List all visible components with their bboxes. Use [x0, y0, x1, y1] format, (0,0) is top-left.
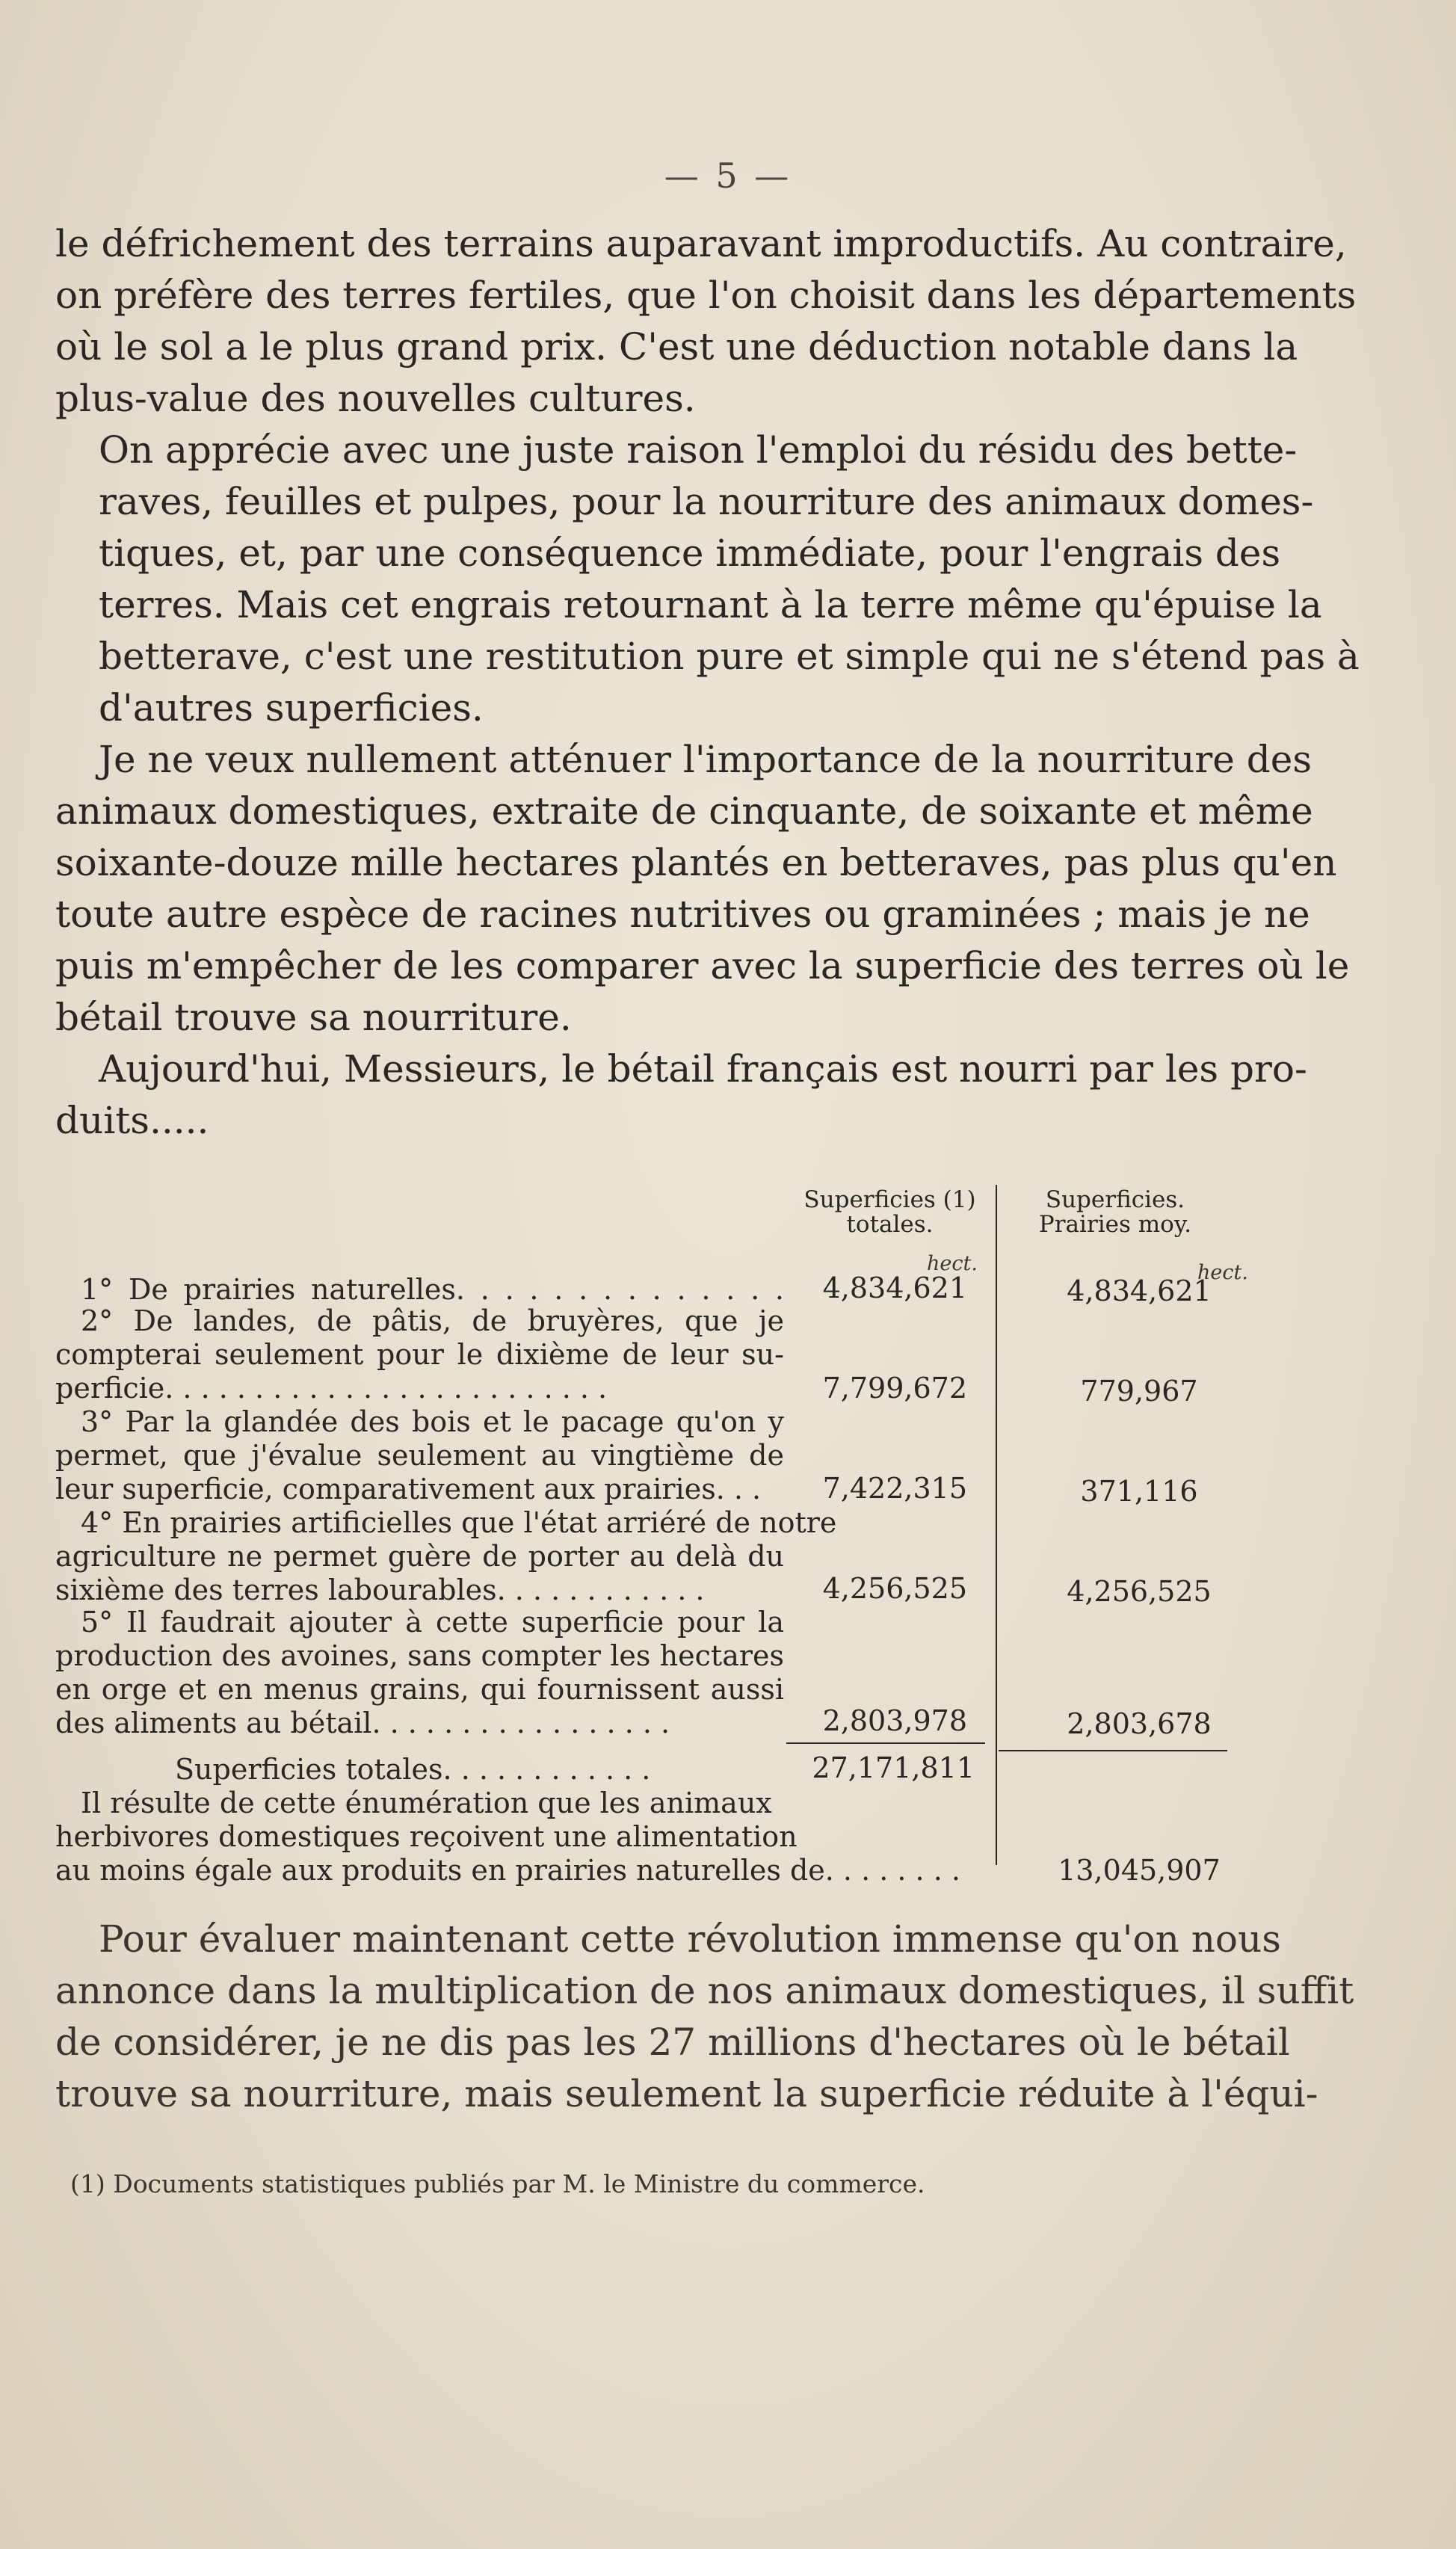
moy-value: 2,803,678 — [1067, 1707, 1212, 1740]
moy-value: 4,256,525 — [1067, 1575, 1212, 1608]
totals-value: 27,171,811 — [812, 1751, 975, 1784]
row-line: Il résulte de cette énumération que les animaux — [81, 1787, 772, 1819]
row-line: herbivores domestiques reçoivent une alimentation — [55, 1820, 798, 1853]
text-line: betterave, c'est une restitution pure et simple qui ne s'étend pas à — [99, 635, 1360, 678]
row-line: leur superficie, comparativement aux prairies. . . — [55, 1473, 762, 1505]
moy-value: 371,116 — [1080, 1475, 1198, 1508]
text-line: tiques, et, par une conséquence immédiate, pour l'engrais des — [99, 531, 1281, 575]
text-line: le défrichement des terrains auparavant improductifs. Au contraire, — [55, 222, 1347, 265]
moy-value: 4,834,621 — [1067, 1274, 1212, 1307]
page-number: — 5 — — [664, 155, 792, 196]
text-line: puis m'empêcher de les comparer avec la superficie des terres où le — [55, 944, 1350, 987]
row-line: 2° De landes, de pâtis, de bruyères, que je — [81, 1304, 784, 1337]
row-line: 5° Il faudrait ajouter à cette superficie pour la — [81, 1606, 784, 1639]
col2-header-line: Superficies. — [1045, 1186, 1185, 1213]
totals-label: Superficies totales. . . . . . . . . . . . — [175, 1753, 651, 1786]
text-line: d'autres superficies. — [99, 686, 484, 730]
paragraph-3 — [55, 734, 1350, 1044]
row-line: compterai seulement pour le dixième de leur su- — [55, 1338, 784, 1371]
table-row — [55, 1506, 837, 1607]
sum-rule — [999, 1750, 1227, 1751]
text-line: de considérer, je ne dis pas les 27 millions d'hectares où le bétail — [55, 2021, 1290, 2064]
total-value: 7,422,315 — [822, 1472, 967, 1505]
col1-header — [784, 1188, 996, 1237]
table-row — [55, 1606, 784, 1740]
paragraph-4 — [55, 1044, 1307, 1147]
col1-header-line: Superficies (1) — [803, 1186, 976, 1213]
row-line: production des avoines, sans compter les hectares — [55, 1639, 784, 1672]
text-line: raves, feuilles et pulpes, pour la nourriture des animaux domes- — [99, 480, 1314, 523]
row-line: sixième des terres labourables. . . . . . . . . . . . — [55, 1574, 705, 1606]
row-line: au moins égale aux produits en prairies naturelles de. . . . . . . . — [55, 1854, 960, 1887]
text-line: Je ne veux nullement atténuer l'importance de la nourriture des — [99, 738, 1312, 781]
table-row — [55, 1405, 784, 1506]
text-line: plus-value des nouvelles cultures. — [55, 377, 696, 420]
footnote: (1) Documents statistiques publiés par M. le Ministre du commerce. — [70, 2169, 925, 2198]
text-line: Pour évaluer maintenant cette révolution immense qu'on nous — [99, 1917, 1281, 1961]
lower-paragraph — [55, 1914, 1354, 2120]
text-line: trouve sa nourriture, mais seulement la superficie réduite à l'équi- — [55, 2072, 1318, 2115]
text-line: Aujourd'hui, Messieurs, le bétail français est nourri par les pro- — [99, 1047, 1307, 1091]
row-line: 1° De prairies naturelles. . . . . . . . . . . . . . — [81, 1273, 784, 1306]
row-line: permet, que j'évalue seulement au vingtième de — [55, 1439, 784, 1472]
text-line: bétail trouve sa nourriture. — [55, 996, 572, 1039]
column-separator — [996, 1185, 997, 1865]
paragraph-2 — [55, 425, 1360, 734]
row-line: perficie. . . . . . . . . . . . . . . . . . . . . . . . . — [55, 1372, 608, 1405]
col1-header-line: totales. — [846, 1211, 934, 1238]
statistics-table — [55, 1185, 1248, 1891]
unit-label: hect. — [927, 1252, 978, 1275]
total-value: 4,256,525 — [822, 1572, 967, 1605]
text-line: où le sol a le plus grand prix. C'est une déduction notable dans la — [55, 325, 1298, 369]
row-line: en orge et en menus grains, qui fournissent aussi — [55, 1673, 784, 1706]
body-text — [55, 218, 1360, 1147]
result-row — [55, 1787, 993, 1887]
text-line: animaux domestiques, extraite de cinquante, de soixante et même — [55, 789, 1313, 833]
unit-label: hect. — [1197, 1261, 1248, 1284]
text-line: terres. Mais cet engrais retournant à la terre même qu'épuise la — [99, 583, 1322, 626]
total-value: 2,803,978 — [822, 1704, 967, 1737]
col2-header — [1003, 1188, 1227, 1237]
row-line: agriculture ne permet guère de porter au delà du — [55, 1540, 784, 1573]
col2-header-line: Prairies moy. — [1038, 1211, 1192, 1238]
result-value: 13,045,907 — [1058, 1854, 1221, 1887]
row-line: 4° En prairies artificielles que l'état arriéré de notre — [81, 1506, 837, 1539]
row-line: 3° Par la glandée des bois et le pacage qu'on y — [81, 1405, 784, 1438]
text-line: toute autre espèce de racines nutritives ou graminées ; mais je ne — [55, 893, 1310, 936]
total-value: 7,799,672 — [822, 1372, 967, 1405]
text-line: annonce dans la multiplication de nos animaux domestiques, il suffit — [55, 1969, 1354, 2012]
text-line: soixante-douze mille hectares plantés en betteraves, pas plus qu'en — [55, 841, 1337, 884]
paragraph-1 — [55, 218, 1357, 425]
text-line: on préfère des terres fertiles, que l'on choisit dans les départements — [55, 274, 1357, 317]
text-line: duits..... — [55, 1099, 209, 1142]
table-row — [55, 1304, 784, 1405]
total-value: 4,834,621 — [822, 1272, 967, 1304]
row-line: des aliments au bétail. . . . . . . . . . . . . . . . . — [55, 1707, 670, 1739]
table-row — [55, 1273, 784, 1307]
totals-row — [175, 1753, 784, 1787]
sum-rule — [786, 1742, 985, 1744]
text-line: On apprécie avec une juste raison l'emploi du résidu des bette- — [99, 428, 1298, 472]
moy-value: 779,967 — [1080, 1375, 1198, 1408]
